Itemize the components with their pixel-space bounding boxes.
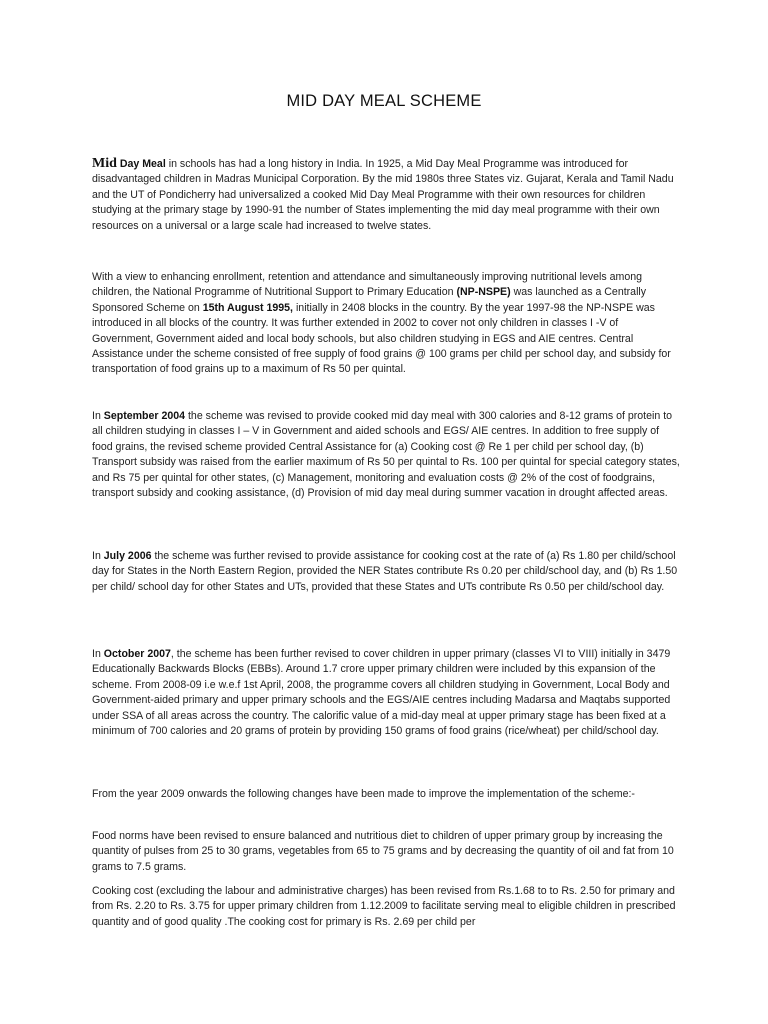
paragraph-text: In bbox=[92, 648, 104, 660]
paragraph-text: , the scheme has been further revised to cover children in upper primary (classes VI to VIII) initially in 3479 Educationally Backwards Blocks (EBBs). Around 1.7 crore upper primary children were included by this expansion of the scheme. From 2008-09 i.e w.e.f 1st April, 2008, the programme covers all children studying in Government, Local Body and Government-aided primary and upper primary schools and the EGS/AIE centres including Madarsa and Maqtabs supported under SSA of all areas across the country. The calorific value of a mid-day meal at upper primary stage has been fixed at a minimum of 700 calories and 20 grams of protein by providing 150 grams of food grains (rice/wheat) per child/school day. bbox=[92, 648, 671, 738]
paragraph-text: In bbox=[92, 410, 104, 422]
paragraph-text: in schools has had a long history in India. In 1925, a Mid Day Meal Programme was introduced for disadvantaged children in Madras Municipal Corporation. By the mid 1980s three States viz. Gujarat, Kerala and Tamil Nadu and the UT of Pondicherry had universalized a cooked Mid Day Meal Programme with their own resources for children studying at the primary stage by 1990-91 the number of States implementing the mid day meal programme with their own resources on a universal or a large scale had increased to twelve states. bbox=[92, 158, 674, 232]
paragraph-food-norms: Food norms have been revised to ensure balanced and nutritious diet to children of upper primary group by increasing the quantity of pulses from 25 to 30 grams, vegetables from 65 to 75 grams and by decreasing the quantity of oil and fat from 10 grams to 7.5 grams. bbox=[92, 830, 674, 873]
paragraph-text: In bbox=[92, 550, 104, 562]
paragraph-text: With a view to enhancing enrollment, retention and attendance and simultaneously improving nutritional levels among children, the National Programme of Nutritional Support to Primary Education bbox=[92, 271, 643, 299]
paragraph-npnspe bbox=[92, 270, 682, 378]
lead-word: Mid bbox=[92, 156, 117, 171]
paragraph-text: was launched as a Centrally Sponsored Scheme on bbox=[92, 286, 647, 314]
paragraph-text: the scheme was further revised to provide assistance for cooking cost at the rate of (a) Rs 1.80 per child/school day for States in the North Eastern Region, provided the NER States contribute Rs 0.20 per child/school day, and (b) Rs 1.50 per child/ school day for other States and UTs, provided that these States and UTs contribute Rs 0.50 per child/school day. bbox=[92, 550, 678, 593]
paragraph-2009-changes: From the year 2009 onwards the following changes have been made to improve the implementation of the scheme:- bbox=[92, 788, 635, 800]
bold-term: (NP-NSPE) bbox=[456, 286, 511, 299]
bold-date: July 2006 bbox=[103, 550, 152, 562]
paragraph-october-2007 bbox=[92, 647, 682, 739]
bold-date: September 2004 bbox=[103, 410, 186, 422]
paragraph-july-2006 bbox=[92, 549, 682, 595]
paragraph-cooking-cost: Cooking cost (excluding the labour and administrative charges) has been revised from Rs.1.68 to to Rs. 2.50 for primary and from Rs. 2.20 to Rs. 3.75 for upper primary children from 1.12.2009 to facilitate serving meal to eligible children in prescribed quantity and of good quality .The cooking cost for primary is Rs. 2.69 per child per bbox=[92, 885, 676, 928]
paragraph-text: the scheme was revised to provide cooked mid day meal with 300 calories and 8-12 grams of protein to all children studying in classes I – V in Government and aided schools and EGS/ AIE centres. In addition to free supply of food grains, the revised scheme provided Central Assistance for (a) Cooking cost @ Re 1 per child per school day, (b) Transport subsidy was raised from the earlier maximum of Rs 50 per quintal to Rs. 100 per quintal for special category states, and Rs 75 per quintal for other states, (c) Management, monitoring and evaluation costs @ 2% of the cost of foodgrains, transport subsidy and cooking assistance, (d) Provision of mid day meal during summer vacation in drought affected areas. bbox=[92, 410, 680, 500]
bold-date: October 2007 bbox=[103, 648, 171, 660]
paragraph-september-2004 bbox=[92, 409, 682, 501]
paragraph-text: initially in 2408 blocks in the country. By the year 1997-98 the NP-NSPE was introduced in all blocks of the country. It was further extended in 2002 to cover not only children in classes I -V of Government, Government aided and local body schools, but also children studying in EGS and AIE centres. Central Assistance under the scheme consisted of free supply of food grains @ 100 grams per child per school day, and subsidy for transportation of food grains up to a maximum of Rs 50 per quintal. bbox=[92, 301, 671, 376]
lead-phrase: Day Meal bbox=[116, 158, 166, 170]
page-title: MID DAY MEAL SCHEME bbox=[286, 92, 482, 110]
bold-date: 15th August 1995, bbox=[202, 301, 293, 314]
paragraph-history bbox=[92, 156, 682, 234]
